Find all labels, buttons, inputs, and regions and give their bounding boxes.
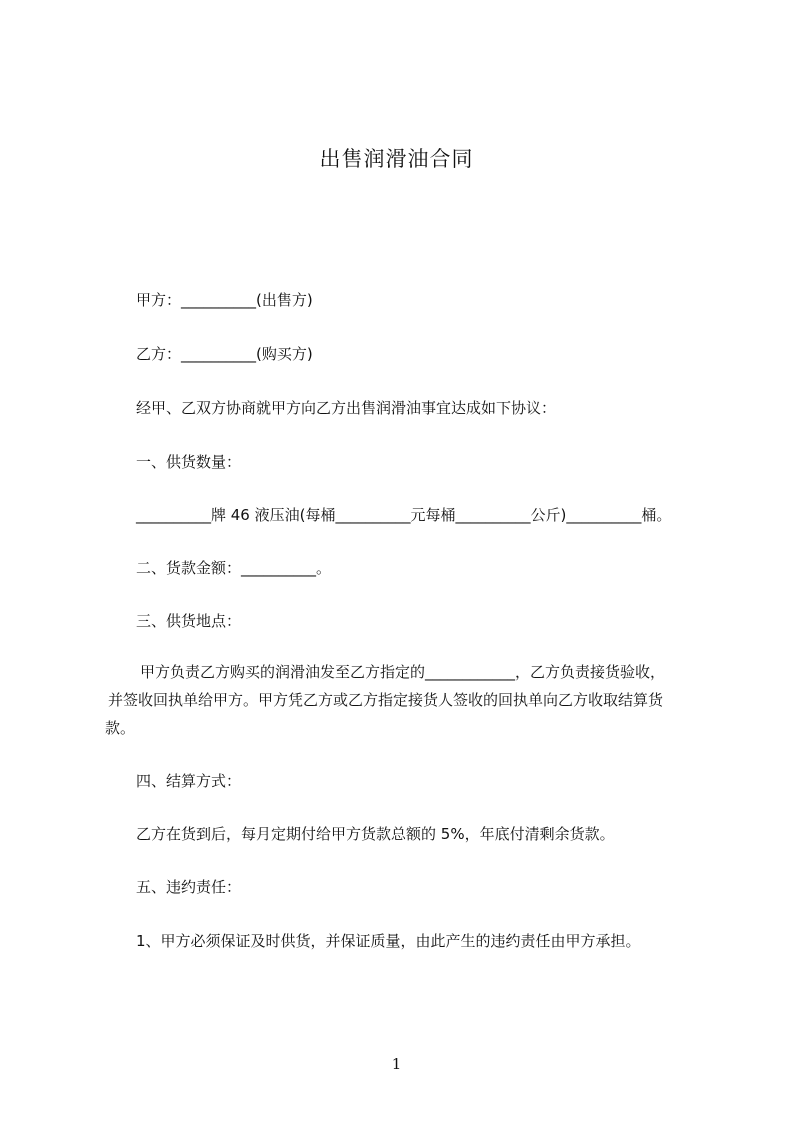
- page-number: 1: [391, 1055, 402, 1073]
- section-5-heading: 五、违约责任：: [136, 878, 242, 896]
- section-1-body: __________牌 46 液压油(每桶__________元每桶__________公斤)__________桶。: [136, 506, 672, 524]
- party-b-line: 乙方：__________(购买方): [136, 345, 313, 363]
- section-3-body-line-3: 款。: [105, 719, 136, 737]
- document-title: 出售润滑油合同: [319, 147, 474, 171]
- section-5-item-1: 1、甲方必须保证及时供货，并保证质量，由此产生的违约责任由甲方承担。: [136, 932, 641, 950]
- section-4-heading: 四、结算方式：: [136, 772, 242, 790]
- section-1-heading: 一、供货数量：: [136, 453, 242, 471]
- section-3-body-line-1: 甲方负责乙方购买的润滑油发至乙方指定的____________，乙方负责接货验收，: [140, 663, 666, 681]
- party-a-line: 甲方：__________(出售方): [136, 291, 313, 309]
- intro-paragraph: 经甲、乙双方协商就甲方向乙方出售润滑油事宜达成如下协议：: [136, 399, 557, 417]
- section-3-body-line-2: 并签收回执单给甲方。甲方凭乙方或乙方指定接货人签收的回执单向乙方收取结算货: [108, 691, 664, 709]
- section-4-body: 乙方在货到后，每月定期付给甲方货款总额的 5%，年底付清剩余货款。: [136, 825, 615, 843]
- section-3-heading: 三、供货地点：: [136, 612, 242, 630]
- section-2-line: 二、货款金额：__________。: [136, 559, 332, 577]
